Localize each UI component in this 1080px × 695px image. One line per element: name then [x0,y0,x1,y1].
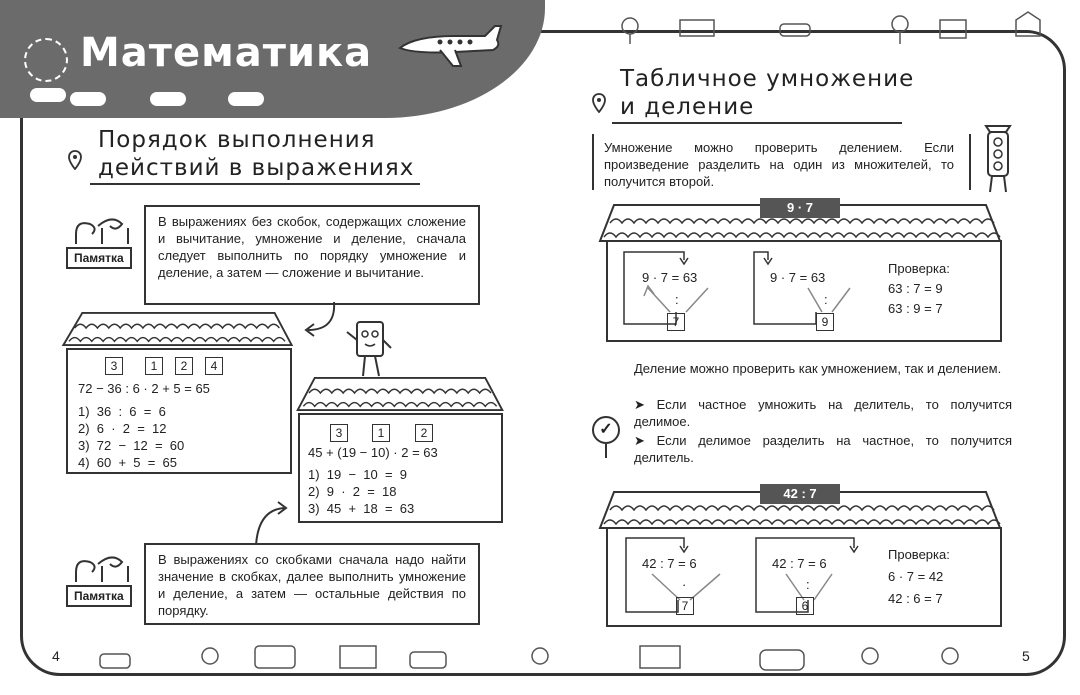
step: 4) 60 + 5 = 65 [78,455,178,470]
order-box: 3 [105,357,123,375]
cloud-icon [70,92,106,106]
memo-box-1 [144,205,480,305]
book-character-icon [345,318,395,380]
division-text: Деление можно проверить как умножением, так и делением. [634,361,1002,376]
heading-underline [612,122,902,124]
order-box: 1 [372,424,390,442]
traffic-light-icon [978,120,1018,195]
step: 1) 36 : 6 = 6 [78,404,166,419]
check-arrows [622,534,882,624]
step: 3) 45 + 18 = 63 [308,501,415,516]
cloud-icon [150,92,186,106]
result-box: 9 [816,313,834,331]
block-label-2: 42 : 7 [760,484,840,504]
memo-label: Памятка [66,585,132,607]
step: 3) 72 − 12 = 60 [78,438,185,453]
result-box: 7 [676,597,694,615]
cloud-icon [228,92,264,106]
order-box: 1 [145,357,163,375]
result-box: 6 [796,597,814,615]
bullet-item: ➤ Если делимое разделить на частное, то получится делитель. [634,433,1012,465]
check-line: 42 : 6 = 7 [888,591,943,606]
check-line: 63 : 9 = 7 [888,301,943,316]
check-title: Проверка: [888,261,950,276]
equation: 9 · 7 = 63 [770,270,826,285]
step: 2) 9 · 2 = 18 [308,484,397,499]
memo-text-1: В выражениях без скобок, содержащих сложение и вычитание, умножение и деление, сначала следует выполнить по порядку умножение и деление, а затем — сложение и вычитание. [158,214,466,280]
sun-icon [24,38,68,82]
check-line: 6 · 7 = 42 [888,569,944,584]
equation: 9 · 7 = 63 [642,270,698,285]
section-heading-line1: Табличное умножение [620,66,915,92]
cloud-icon [30,88,66,102]
bullet-arrow-icon: ➤ [634,433,657,448]
step: 2) 6 · 2 = 12 [78,421,167,436]
step: 1) 19 − 10 = 9 [308,467,408,482]
operator: : [824,292,828,307]
check-title: Проверка: [888,547,950,562]
order-box: 2 [415,424,433,442]
result-box: 7 [667,313,685,331]
order-box: 3 [330,424,348,442]
expression-1: 72 − 36 : 6 · 2 + 5 = 65 [78,381,210,396]
order-box: 2 [175,357,193,375]
section-heading-line1: Порядок выполнения [98,127,376,153]
page-number-left: 4 [52,648,60,664]
memo-box-2 [144,543,480,625]
equation: 42 : 7 = 6 [642,556,697,571]
sign-post-icon [72,214,144,248]
checkmark-stand [605,444,607,458]
section-heading-line2: и деление [620,94,755,120]
street-doodles [540,6,1060,46]
page-number-right: 5 [1022,648,1030,664]
bullet-arrow-icon: ➤ [634,397,657,412]
expression-2: 45 + (19 − 10) · 2 = 63 [308,445,438,460]
sign-post-icon [72,552,144,586]
heading-underline [90,183,420,185]
block-label-1: 9 · 7 [760,198,840,218]
street-doodles [70,640,1010,680]
memo-text-2: В выражениях со скобками сначала надо найти значение в скобках, далее выполнить умножение и деление, а затем — остальные действия по порядку. [158,552,466,618]
operator: : [806,577,810,592]
operator: · [682,577,687,592]
bullet-item: ➤ Если частное умножить на делитель, то получится делимое. [634,397,1012,429]
check-arrows [620,248,880,338]
location-pin-icon [592,93,606,113]
house-roof-1 [55,311,300,347]
arrow-icon [300,300,340,340]
check-line: 63 : 7 = 9 [888,281,943,296]
subject-title: Математика [80,30,373,76]
order-box: 4 [205,357,223,375]
house-roof-2 [290,376,510,412]
arrow-icon [250,500,290,548]
location-pin-icon [68,150,82,170]
airplane-icon [395,22,505,72]
section-heading-line2: действий в выражениях [98,155,415,181]
intro-text: Умножение можно проверить делением. Если произведение разделить на один из множителей, то получится второй. [604,140,954,189]
memo-label: Памятка [66,247,132,269]
checkmark-icon: ✓ [592,416,620,444]
equation: 42 : 7 = 6 [772,556,827,571]
operator: : [675,292,679,307]
